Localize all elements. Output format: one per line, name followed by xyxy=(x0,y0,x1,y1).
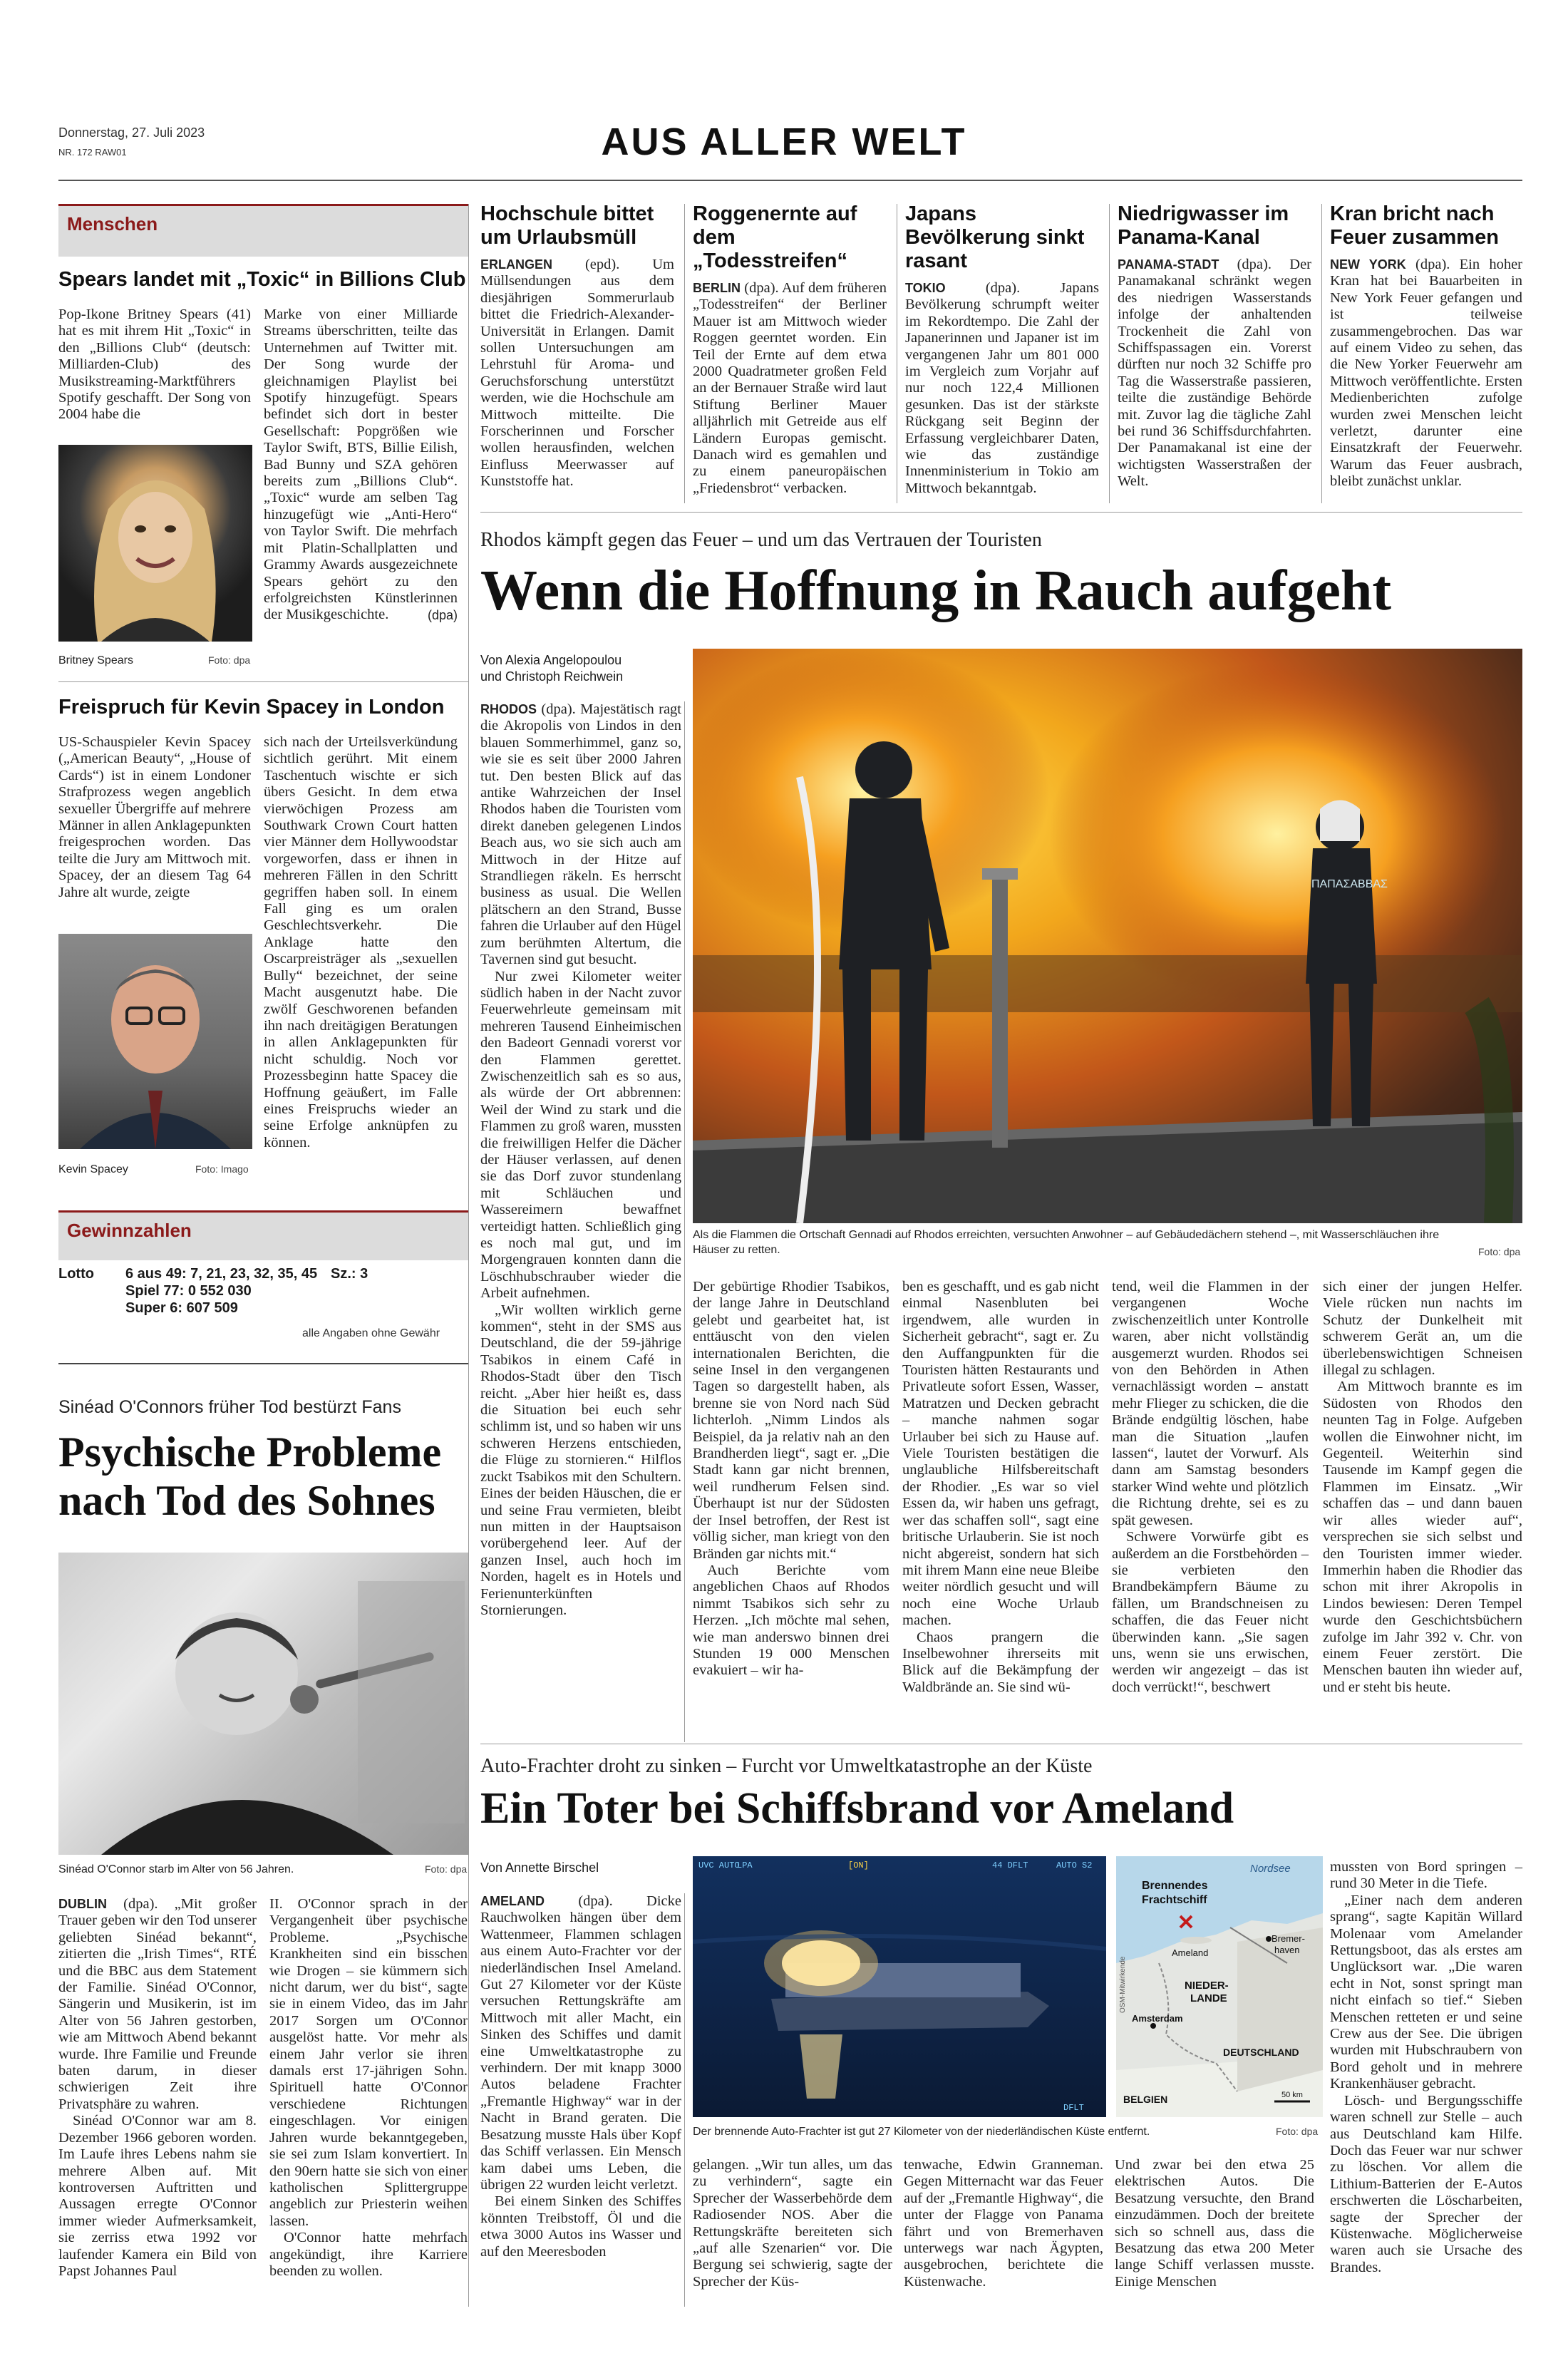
shirt-text: ΠΑΠΑΣΑΒΒΑΣ xyxy=(1311,878,1388,890)
brief-erlangen xyxy=(480,202,674,490)
lotto-line3: Super 6: 607 509 xyxy=(125,1300,238,1316)
cam-label-5: AUTO S2 xyxy=(1056,1860,1093,1870)
spacey-col2-text: sich nach der Urteilsverkündung sichtlich gerührt. Mit einem Taschentuch wischte er sich übers Gesicht. In dem etwa vierwöchigen Prozess am Southwark Crown Court hatten vier Männer dem Hollywoodstar vorgeworfen, dass er ihnen in mehreren Fällen in den Schritt gegriffen haben soll. In einem Fall ging es um oralen Geschlechtsverkehr. Die Anklage hatte den Oscarpreisträger als „sexuellen Bully“ bezeichnet, der seine Macht ausgenutzt habe. Die zwölf Geschworenen befanden ihn nach dreitägigen Beratungen in allen Anklagepunkten für nicht schuldig. Noch vor Prozessbeginn hatte Spacey die Hoffnung geäußert, im Falle eines Freispruchs wieder an seine Erfolge anknüpfen zu können. xyxy=(264,734,458,1151)
section-title: AUS ALLER WELT xyxy=(601,120,967,163)
spacey-col2 xyxy=(264,734,458,1151)
rhodos-byline-2: und Christoph Reichwein xyxy=(480,669,624,684)
rubric-menschen: Menschen xyxy=(58,204,468,257)
ameland-ship-photo xyxy=(693,1856,1106,2117)
ameland-column-4 xyxy=(1115,2157,1314,2290)
oconnor-portrait-icon xyxy=(58,1553,468,1855)
ameland-column-2 xyxy=(693,2157,892,2290)
oconnor-headline-1: Psychische Probleme xyxy=(58,1429,442,1476)
ameland-headline: Ein Toter bei Schiffsbrand vor Ameland xyxy=(480,1784,1234,1833)
spears-col1-text: Pop-Ikone Britney Spears (41) hat es mit ihrem Hit „Toxic“ in den „Billions Club“ (deutsch: Milliarden-Club) des Musikstreaming-Marktführers Spotify geschafft. Der Song von 2004 habe die xyxy=(58,307,251,423)
rhodos-photo-credit: Foto: dpa xyxy=(1478,1246,1521,1257)
rhodos-col-a-text: Der gebürtige Rhodier Tsabikos, der lange Jahre in Deutschland gelebt und gearbeitet hat, ist enttäuscht von den vielen internationalen Berichten, die seine Insel in den vergangenen Tagen so dargestellt haben, als brenne sie von Nord nach Süd lichterloh. „Nimm Lindos als Beispiel, da ja relativ nah an den Brandherden liegt“, sagt er. „Die Stadt kann gar nicht brennen, weil rundherum Felsen sind. Überhaupt ist nur der Südosten der Insel betroffen, der Rest ist völlig sicher, man kriegt von den Bränden gar nichts mit.“ xyxy=(693,1279,889,1562)
brief-berlin xyxy=(693,202,887,497)
oconnor-location: DUBLIN xyxy=(58,1897,107,1911)
lotto-label: Lotto xyxy=(58,1266,94,1282)
rule-rhodos-lead xyxy=(684,701,685,1742)
spears-col2 xyxy=(264,307,458,624)
spears-headline: Spears landet mit „Toxic“ in Billions Club xyxy=(58,268,466,291)
rhodos-column-a xyxy=(693,1279,889,1679)
map-source-label: OSM-Mitwirkende xyxy=(1119,1956,1127,2013)
spacey-caption: Kevin Spacey xyxy=(58,1163,128,1175)
rhodos-col-c-text: tend, weil die Flammen in der vergangenen Woche zwischenzeitlich unter Kontrolle waren, aber nicht vollständig ausgemerzt wurden. Rhodos sei von den Behörden in Athen vernachlässigt worden – anstatt mehr Flieger zu schicken, die die Brände endgültig löschen, habe man die Situation „laufen lassen“, lautet der Vorwurf. Als dann am Samstag besonders starker Wind wehte und plötzlich die Richtung drehte, sei es zu spät gewesen. xyxy=(1112,1279,1309,1528)
ameland-ship-icon xyxy=(693,1856,1106,2117)
lotto-line2: Spiel 77: 0 552 030 xyxy=(125,1283,252,1299)
edition-date: Donnerstag, 27. Juli 2023 xyxy=(58,125,205,140)
ameland-col5-text: mussten von Bord springen – rund 30 Meter in die Tiefe. xyxy=(1330,1859,1522,1892)
rhodos-location: RHODOS xyxy=(480,702,537,716)
brief-panama-loc: PANAMA-STADT xyxy=(1118,257,1219,272)
rhodos-lead-text-c: „Wir wollten wirklich gerne kommen“, steht in der SMS aus Deutschland, die der 59-jährige Tsabikos in einem Café in Rhodos-Stadt über den Tisch reicht. „Aber hier heißt es, dass die Situation bei euch sehr schlimm ist, und so haben wir uns schweren Herzens entschieden, die Flüge zu stornieren.“ Hilflos zuckt Tsabikos mit den Schultern. Eines der beiden Häuschen, die er und seine Frau vermieten, bleibt nun mitten in der Hauptsaison vorübergehend leer. Auf der ganzen Insel, auch hoch im Norden, hagelt es in Hotels und Ferienunterkünften Stornierungen. xyxy=(480,1302,681,1618)
ameland-col1b-text: Bei einem Sinken des Schiffes könnten Treibstoff, Öl und die etwa 3000 Autos ins Wasser und auf den Meeresboden xyxy=(480,2193,681,2260)
spacey-photo xyxy=(58,934,252,1149)
rule-lotto-bottom xyxy=(58,1363,468,1364)
ameland-photo-caption: Der brennende Auto-Frachter ist gut 27 Kilometer von der niederländischen Küste entfernt. xyxy=(693,2126,1150,2138)
map-nl-label-2: LANDE xyxy=(1190,1992,1227,2004)
ameland-col2-text: gelangen. „Wir tun alles, um das zu verhindern“, sagte ein Sprecher der Wasserbehörde dem Radiosender NOS. Aber die Rettungskräfte bereiteten sich „auf alle Szenarien“ vor. Die Bergung sei schwierig, sagte der Sprecher der Küs- xyxy=(693,2157,892,2290)
spears-portrait-icon xyxy=(58,445,252,642)
rhodos-fire-photo xyxy=(693,649,1522,1223)
rhodos-column-c xyxy=(1112,1279,1309,1696)
rhodos-col-c2-text: Schwere Vorwürfe gibt es außerdem an die Forstbehörden – sie verbieten den Brandbekämpfern Bäume zu fällen, um Brandschneisen zu schaffen, die das Feuer nicht überwinden kann. „Sie sagen uns, wenn sie uns erwischen, werden wir angezeigt – das ist doch verrückt!“, beschwert xyxy=(1112,1529,1309,1695)
rhodos-byline-1: Von Alexia Angelopoulou xyxy=(480,653,622,667)
oconnor-col2b-text: O'Connor hatte mehrfach angekündigt, ihre Karriere beenden zu wollen. xyxy=(269,2230,468,2279)
rhodos-headline: Wenn die Hoffnung in Rauch aufgeht xyxy=(480,560,1392,622)
brief-tokio-text: (dpa). Japans Bevölkerung schrumpft weiter im Rekordtempo. Die Zahl der Japanerinnen und Japaner ist im vergangenen Jahr um 801 000 im Vergleich zum Vorjahr auf nur noch 122,4 Millionen gesunken. Das ist der stärkste Rückgang seit Beginn der Erfassung vergleichbarer Daten, wie das zuständige Innenministerium in Tokio am Mittwoch bekanntgab. xyxy=(905,280,1100,496)
spacey-credit: Foto: Imago xyxy=(195,1163,249,1175)
cam-label-6: DFLT xyxy=(1063,2103,1084,2113)
lotto-sz: Sz.: 3 xyxy=(331,1266,368,1282)
rhodos-col-d2-text: Am Mittwoch brannte es im Südosten von Rhodos den neunten Tag in Folge. Aufgeben wollen die Einwohner nicht, im Gegenteil. Weiterhin sind Tausende im Kampf gegen die Flammen im Einsatz. „Wir schaffen das – und dann bauen wir alles wieder auf“, versprechen sie sich selbst und den Touristen immer wieder. Immerhin haben die Rhodier das schon mit ihrer Akropolis in Lindos bewiesen: Deren Tempel wurde den Geschichtsbüchern zufolge im Jahr 392 v. Chr. von einem Feuer zerstört. Die Menschen bauten ihn wieder auf, und er steht bis heute. xyxy=(1323,1379,1522,1695)
brief-panama-text: (dpa). Der Panamakanal schränkt wegen des niedrigen Wasserstands infolge der anhaltenden Trockenheit die Zahl von Schiffspassagen ein. Vorerst dürften nur noch 32 Schiffe pro Tag die Wasserstraße passieren, teilte die zuständige Behörde mit. Zuvor lag die tägliche Zahl bei rund 36 Schiffsdurchfahrten. Der Panamakanal ist eine der wichtigsten Wasserstraßen der Welt. xyxy=(1118,257,1312,490)
ameland-map xyxy=(1116,1856,1323,2117)
oconnor-credit: Foto: dpa xyxy=(425,1863,468,1875)
brief-panama xyxy=(1118,202,1311,490)
brief-berlin-headline: Roggenernte auf dem „Todesstreifen“ xyxy=(693,202,857,272)
map-be-label: BELGIEN xyxy=(1123,2094,1168,2105)
brief-erlangen-headline: Hochschule bittet um Urlaubsmüll xyxy=(480,202,654,249)
map-bremerhaven-dot xyxy=(1266,1936,1272,1942)
brief-tokio xyxy=(905,202,1099,497)
map-ship-label-2: Frachtschiff xyxy=(1142,1894,1207,1906)
rule-brief-4 xyxy=(1321,204,1322,503)
ameland-kicker: Auto-Frachter droht zu sinken – Furcht vor Umweltkatastrophe an der Küste xyxy=(480,1755,1093,1777)
oconnor-headline-2: nach Tod des Sohnes xyxy=(58,1477,435,1524)
spacey-headline: Freispruch für Kevin Spacey in London xyxy=(58,696,445,719)
spacey-portrait-icon xyxy=(58,934,252,1149)
map-nl-label-1: NIEDER- xyxy=(1185,1980,1229,1992)
rhodos-col-a2-text: Auch Berichte vom angeblichen Chaos auf Rhodos nimmt Tsabikos sich sehr zu Herzen. „Ich möchte mal sehen, wie man anderswo binnen drei Stunden 19 000 Menschen evakuiert – wir ha- xyxy=(693,1562,889,1679)
cam-label-4: 44 DFLT xyxy=(992,1860,1028,1870)
spears-col2-text: Marke von einer Milliarde Streams überschritten, teilte das Unternehmen auf Twitter mit. Der Song wurde der gleichnamigen Playlist bei Spotify hinzugefügt. Spears befindet sich dort in bester Gesellschaft: Popgrößen wie Taylor Swift, BTS, Billie Eilish, Bad Bunny und SZA gehören bereits zum „Billions Club“. „Toxic“ wurde am selben Tag hinzugefügt wie „Anti-Hero“ von Taylor Swift. Die mehrfach mit Platin-Schallplatten und Grammy Awards ausgezeichnete Spears gehört zu den erfolgreichsten Künstlerinnen der Musikgeschichte. xyxy=(264,307,458,623)
cam-label-3: [ON] xyxy=(848,1860,869,1870)
rhodos-col-b2-text: Chaos prangern die Inselbewohner ihrerseits mit Blick auf die Bekämpfung der Waldbrände an. Sie sind wü- xyxy=(902,1629,1099,1695)
map-ship-label-1: Brennendes xyxy=(1142,1880,1208,1892)
rhodos-col-b-text: ben es geschafft, und es gab nicht einmal Nasenbluten bei irgendwem, alle wurden in Sicherheit gebracht“, sagt er. Zu den Auffangpunkten für die Touristen hätten Restaurants und Privatleute sofort Essen, Wasser, Matratzen und Decken gebracht – manche nahmen sogar Urlauber bei sich zu Hause auf. Viele Touristen bestätigen die unglaubliche Hilfsbereitschaft der Rhodier. „Es war so viel Essen da, wir haben uns gefragt, wer das schaffen soll“, sagt eine britische Urlauberin. Sie ist noch nicht abgereist, sondern hat sich mit ihrem Mann eine neue Bleibe weiter nördlich gesucht und will noch eine Woche Urlaub machen. xyxy=(902,1279,1099,1629)
spacey-col1-text: US-Schauspieler Kevin Spacey („American Beauty“, „House of Cards“) ist in einem Londoner Strafprozess wegen angeblich sexueller Übergriffe auf mehrere Männer in allen Anklagepunkten freigesprochen worden. Das teilte die Jury am Mittwoch mit. Spacey, der an diesem Tag 64 Jahre alt wurde, zeigte xyxy=(58,734,251,900)
oconnor-photo xyxy=(58,1553,468,1855)
brief-erlangen-text: (epd). Um Müllsendungen aus dem diesjährigen Sommerurlaub bittet die Friedrich-Alexander-Universität in Erlangen. Damit sollen Untersuchungen am Lehrstuhl für Aroma- und Geruchsforschung unterstützt werden, wie die Hochschule am Mittwoch mitteilte. Die Forscherinnen und Forscher wollen herausfinden, welchen Einfluss Meerwasser auf Kunststoffe hat. xyxy=(480,257,674,490)
spears-photo xyxy=(58,445,252,642)
rule-brief-3 xyxy=(1109,204,1110,503)
brief-newyork-loc: NEW YORK xyxy=(1330,257,1406,272)
rhodos-lead-text: (dpa). Majestätisch ragt die Akropolis von Lindos in den blauen Sommerhimmel, ganz so, wie sie es seit über 2000 Jahren tut. Den besten Blick auf das antike Wahrzeichen der Insel Rhodos haben die Touristen vom direkt daneben gelegenen Lindos Beach aus, wo sie sich auch am Mittwoch in der Hitze auf Strandliegen räkeln. Es herrscht business as usual. Die Wellen plätschern an den Strand, Busse fahren die Urlauber auf den Hügel zum berühmten Altertum, die Tavernen sind gut besucht. xyxy=(480,701,681,968)
brief-newyork xyxy=(1330,202,1522,490)
ameland-map-graphic xyxy=(1116,1856,1323,2117)
oconnor-kicker: Sinéad O'Connors früher Tod bestürzt Fans xyxy=(58,1397,401,1417)
brief-newyork-headline: Kran bricht nach Feuer zusammen xyxy=(1330,202,1499,249)
ameland-column-5 xyxy=(1330,1859,1522,2276)
header-rule xyxy=(58,180,1522,181)
spears-col1 xyxy=(58,307,251,423)
ameland-photo-credit: Foto: dpa xyxy=(1276,2126,1319,2137)
ameland-location: AMELAND xyxy=(480,1894,545,1908)
ameland-column-3 xyxy=(904,2157,1103,2290)
rule-spears-spacey xyxy=(58,681,468,682)
ship-position-marker-icon xyxy=(1180,1916,1192,1927)
ameland-col1-text: (dpa). Dicke Rauchwolken hängen über dem Wattenmeer, Flammen schlagen aus einem Auto-Frachter vor der niederländischen Insel Ameland. Gut 27 Kilometer vor der Küste versuchen Rettungskräfte am Mittwoch mit aller Macht, ein Sinken des Schiffes und damit eine Umweltkatastrophe zu verhindern. Der mit knapp 3000 Autos beladene Frachter „Fremantle Highway“ war in der Nacht in Brand geraten. Die Besatzung musste Hals über Kopf das Schiff verlassen. Ein Mensch kam dabei ums Leben, die übrigen 22 wurden leicht verletzt. xyxy=(480,1893,682,2193)
rhodos-column-b xyxy=(902,1279,1099,1696)
rhodos-lead-column xyxy=(480,701,681,1619)
spears-caption: Britney Spears xyxy=(58,654,133,666)
oconnor-col2-text: II. O'Connor sprach in der Vergangenheit über psychische Probleme. „Psychische Krankheiten sind ein bisschen wie Drogen – sie kümmern sich nicht darum, wer du bist“, sagte sie in einem Video, das im Jahr 2017 Sorgen um O'Connor ausgelöst hatte. Vor mehr als einem Jahr verlor sie ihren damals erst 17-jährigen Sohn. Spirituell hatte O'Connor verschiedene Richtungen eingeschlagen. Vor einigen Jahren wurde bekanntgegeben, sie sei zum Islam konvertiert. In den 90ern hatte sie sich von einer katholischen Splittergruppe angeblich zur Priesterin weihen lassen. xyxy=(269,1896,468,2229)
map-scale-label: 50 km xyxy=(1281,2091,1303,2099)
ameland-col3-text: tenwache, Edwin Granneman. Gegen Mitternacht war das Feuer auf der „Fremantle Highway“, die unter der Flagge von Panama fährt und von Bremerhaven unterwegs war nach Ägypten, ausgebrochen, berichtete die Küstenwache. xyxy=(904,2157,1103,2290)
map-amsterdam-label: Amsterdam xyxy=(1132,2013,1183,2024)
map-amsterdam-dot xyxy=(1150,2023,1156,2029)
rhodos-kicker: Rhodos kämpft gegen das Feuer – und um das Vertrauen der Touristen xyxy=(480,529,1042,551)
ameland-col4-text: Und zwar bei den etwa 25 elektrischen Autos. Die Besatzung versuchte, den Brand einzudämmen. Doch der breitete sich so schnell aus, dass die Besatzung das etwa 200 Meter lange Schiff verlassen musste. Einige Menschen xyxy=(1115,2157,1314,2290)
map-bremerhaven-label-1: Bremer- xyxy=(1272,1933,1305,1944)
spears-credit: Foto: dpa xyxy=(208,654,251,666)
ameland-byline: Von Annette Birschel xyxy=(480,1860,599,1875)
lotto-line1: 6 aus 49: 7, 21, 23, 32, 35, 45 xyxy=(125,1266,318,1282)
rubric-gewinnzahlen: Gewinnzahlen xyxy=(58,1210,468,1260)
oconnor-caption: Sinéad O'Connor starb im Alter von 56 Jahren. xyxy=(58,1863,294,1875)
ameland-col5c-text: Lösch- und Bergungsschiffe waren schnell zur Stelle – auch aus Deutschland kam Hilfe. Doch das Feuer war nur schwer zu löschen. Vor allem die Lithium-Batterien der E-Autos erschwerten die Löscharbeiten, sagte der Sprecher der Küstenwache. Möglicherweise waren auch sie Ursache des Brandes. xyxy=(1330,2092,1522,2275)
edition-number: NR. 172 RAW01 xyxy=(58,147,127,158)
cam-label-2: LPA xyxy=(737,1860,753,1870)
ameland-column-1 xyxy=(480,1893,681,2260)
map-bremerhaven-label-2: haven xyxy=(1274,1945,1300,1955)
brief-tokio-loc: TOKIO xyxy=(905,281,946,295)
spears-agency: (dpa) xyxy=(427,607,458,622)
rhodos-col-d-text: sich einer der jungen Helfer. Viele rücken nun nachts im Schutz der Dunkelheit mit schwerem Gerät an, um die überlebenswichtigen Schneisen illegal zu schlagen. xyxy=(1323,1279,1522,1379)
brief-berlin-text: (dpa). Auf dem früheren „Todesstreifen“ der Berliner Mauer ist am Mittwoch wieder Roggen geerntet worden. Ein Teil der Ernte auf dem etwa 2000 Quadratmeter großen Feld an der Bernauer Straße wird laut Stiftung Berliner Mauer alljährlich mit Getreide aus elf Ländern Europas gemischt. Danach wird es gemahlen und zu einem paneuropäischen „Friedensbrot“ verbacken. xyxy=(693,280,887,496)
rule-ameland-lead xyxy=(684,1893,685,2307)
map-de-label: DEUTSCHLAND xyxy=(1223,2047,1299,2058)
rhodos-firefighters-icon xyxy=(693,649,1522,1223)
brief-panama-headline: Niedrigwasser im Panama-Kanal xyxy=(1118,202,1289,249)
oconnor-col2 xyxy=(269,1896,468,2280)
oconnor-col1-text: (dpa). „Mit großer Trauer geben wir den Tod unserer geliebten Sinéad bekannt“, zitierten die „Irish Times“, RTÉ und die BBC aus dem Statement der Familie. Sinéad O'Connor, Sängerin und Musikerin, ist im Alter von 56 Jahren gestorben, wie am Mittwoch Abend bekannt wurde. Ihre Familie und Freunde baten darum, in dieser schwierigen Zeit ihre Privatsphäre zu wahren. xyxy=(58,1896,257,2112)
spacey-col1 xyxy=(58,734,251,901)
brief-berlin-loc: BERLIN xyxy=(693,281,741,295)
oconnor-col1 xyxy=(58,1896,257,2280)
brief-newyork-text: (dpa). Ein hoher Kran hat bei Bauarbeiten in New York Feuer gefangen und ist teilweise zusammengebrochen. Das war auf einem Video zu sehen, das die New Yorker Feuerwehr am Mittwoch veröffentlichte. Ersten Medienberichten zufolge wurden zwei Menschen leicht verletzt, darunter eine Einsatzkraft der Feuerwehr. Warum das Feuer ausbrach, bleibt zunächst unklar. xyxy=(1330,257,1522,490)
brief-erlangen-loc: ERLANGEN xyxy=(480,257,553,272)
rule-left-main xyxy=(468,204,469,2307)
rule-briefs-bottom xyxy=(480,512,1522,513)
map-sea-label: Nordsee xyxy=(1250,1863,1291,1875)
ameland-col5b-text: „Einer nach dem anderen sprang“, sagte Kapitän Willard Molenaar vom Amelander Rettungsboot, das als erstes am Unglücksort war. „Die waren echt in Not, sonst springt man nicht einfach so tief.“ Sieben Menschen retteten er und seine Crew aus der See. Die übrigen wurden mit Hubschraubern von Bord geholt und in mehrere Krankenhäuser gebracht. xyxy=(1330,1892,1522,2092)
lotto-note: alle Angaben ohne Gewähr xyxy=(302,1327,440,1339)
oconnor-col1b-text: Sinéad O'Connor war am 8. Dezember 1966 geboren worden. Im Laufe ihres Lebens nahm sie mehrere Alben auf. Mit kontroversen Auftritten und Aussagen erregte O'Connor immer wieder Aufmerksamkeit, sie zerriss etwa 1992 vor laufender Kamera ein Bild von Papst Johannes Paul xyxy=(58,2113,257,2279)
cam-label-1: UVC AUTO xyxy=(698,1860,740,1870)
rule-brief-1 xyxy=(684,204,685,503)
rhodos-column-d xyxy=(1323,1279,1522,1696)
brief-tokio-headline: Japans Bevölkerung sinkt rasant xyxy=(905,202,1085,272)
map-ameland-label: Ameland xyxy=(1172,1947,1209,1958)
rhodos-photo-caption: Als die Flammen die Ortschaft Gennadi auf Rhodos erreichten, versuchten Anwohner – auf Gebäudedächern stehend –, mit Wasserschläuchen ihre Häuser zu retten. xyxy=(693,1229,1440,1256)
rhodos-lead-text-b: Nur zwei Kilometer weiter südlich haben in der Nacht zuvor Feuerwehrleute gemeinsam mit mehreren Tausend Einheimischen den Badeort Gennadi vorerst vor den Flammen gerettet. Zwischenzeitlich sah es so aus, als würde der Ort abbrennen: Weil der Wind zu stark und die Flammen zu groß waren, mussten die freiwilligen Helfer die Dächer der Häuser verlassen, auf denen sie das Dorf zuvor stundenlang mit Schläuchen und Wassereimern bewaffnet verteidigt hatten. Schließlich ging es noch mal gut, und im Morgengrauen konnten dann die Löschhubschrauber wieder die Arbeit aufnehmen. xyxy=(480,968,681,1302)
